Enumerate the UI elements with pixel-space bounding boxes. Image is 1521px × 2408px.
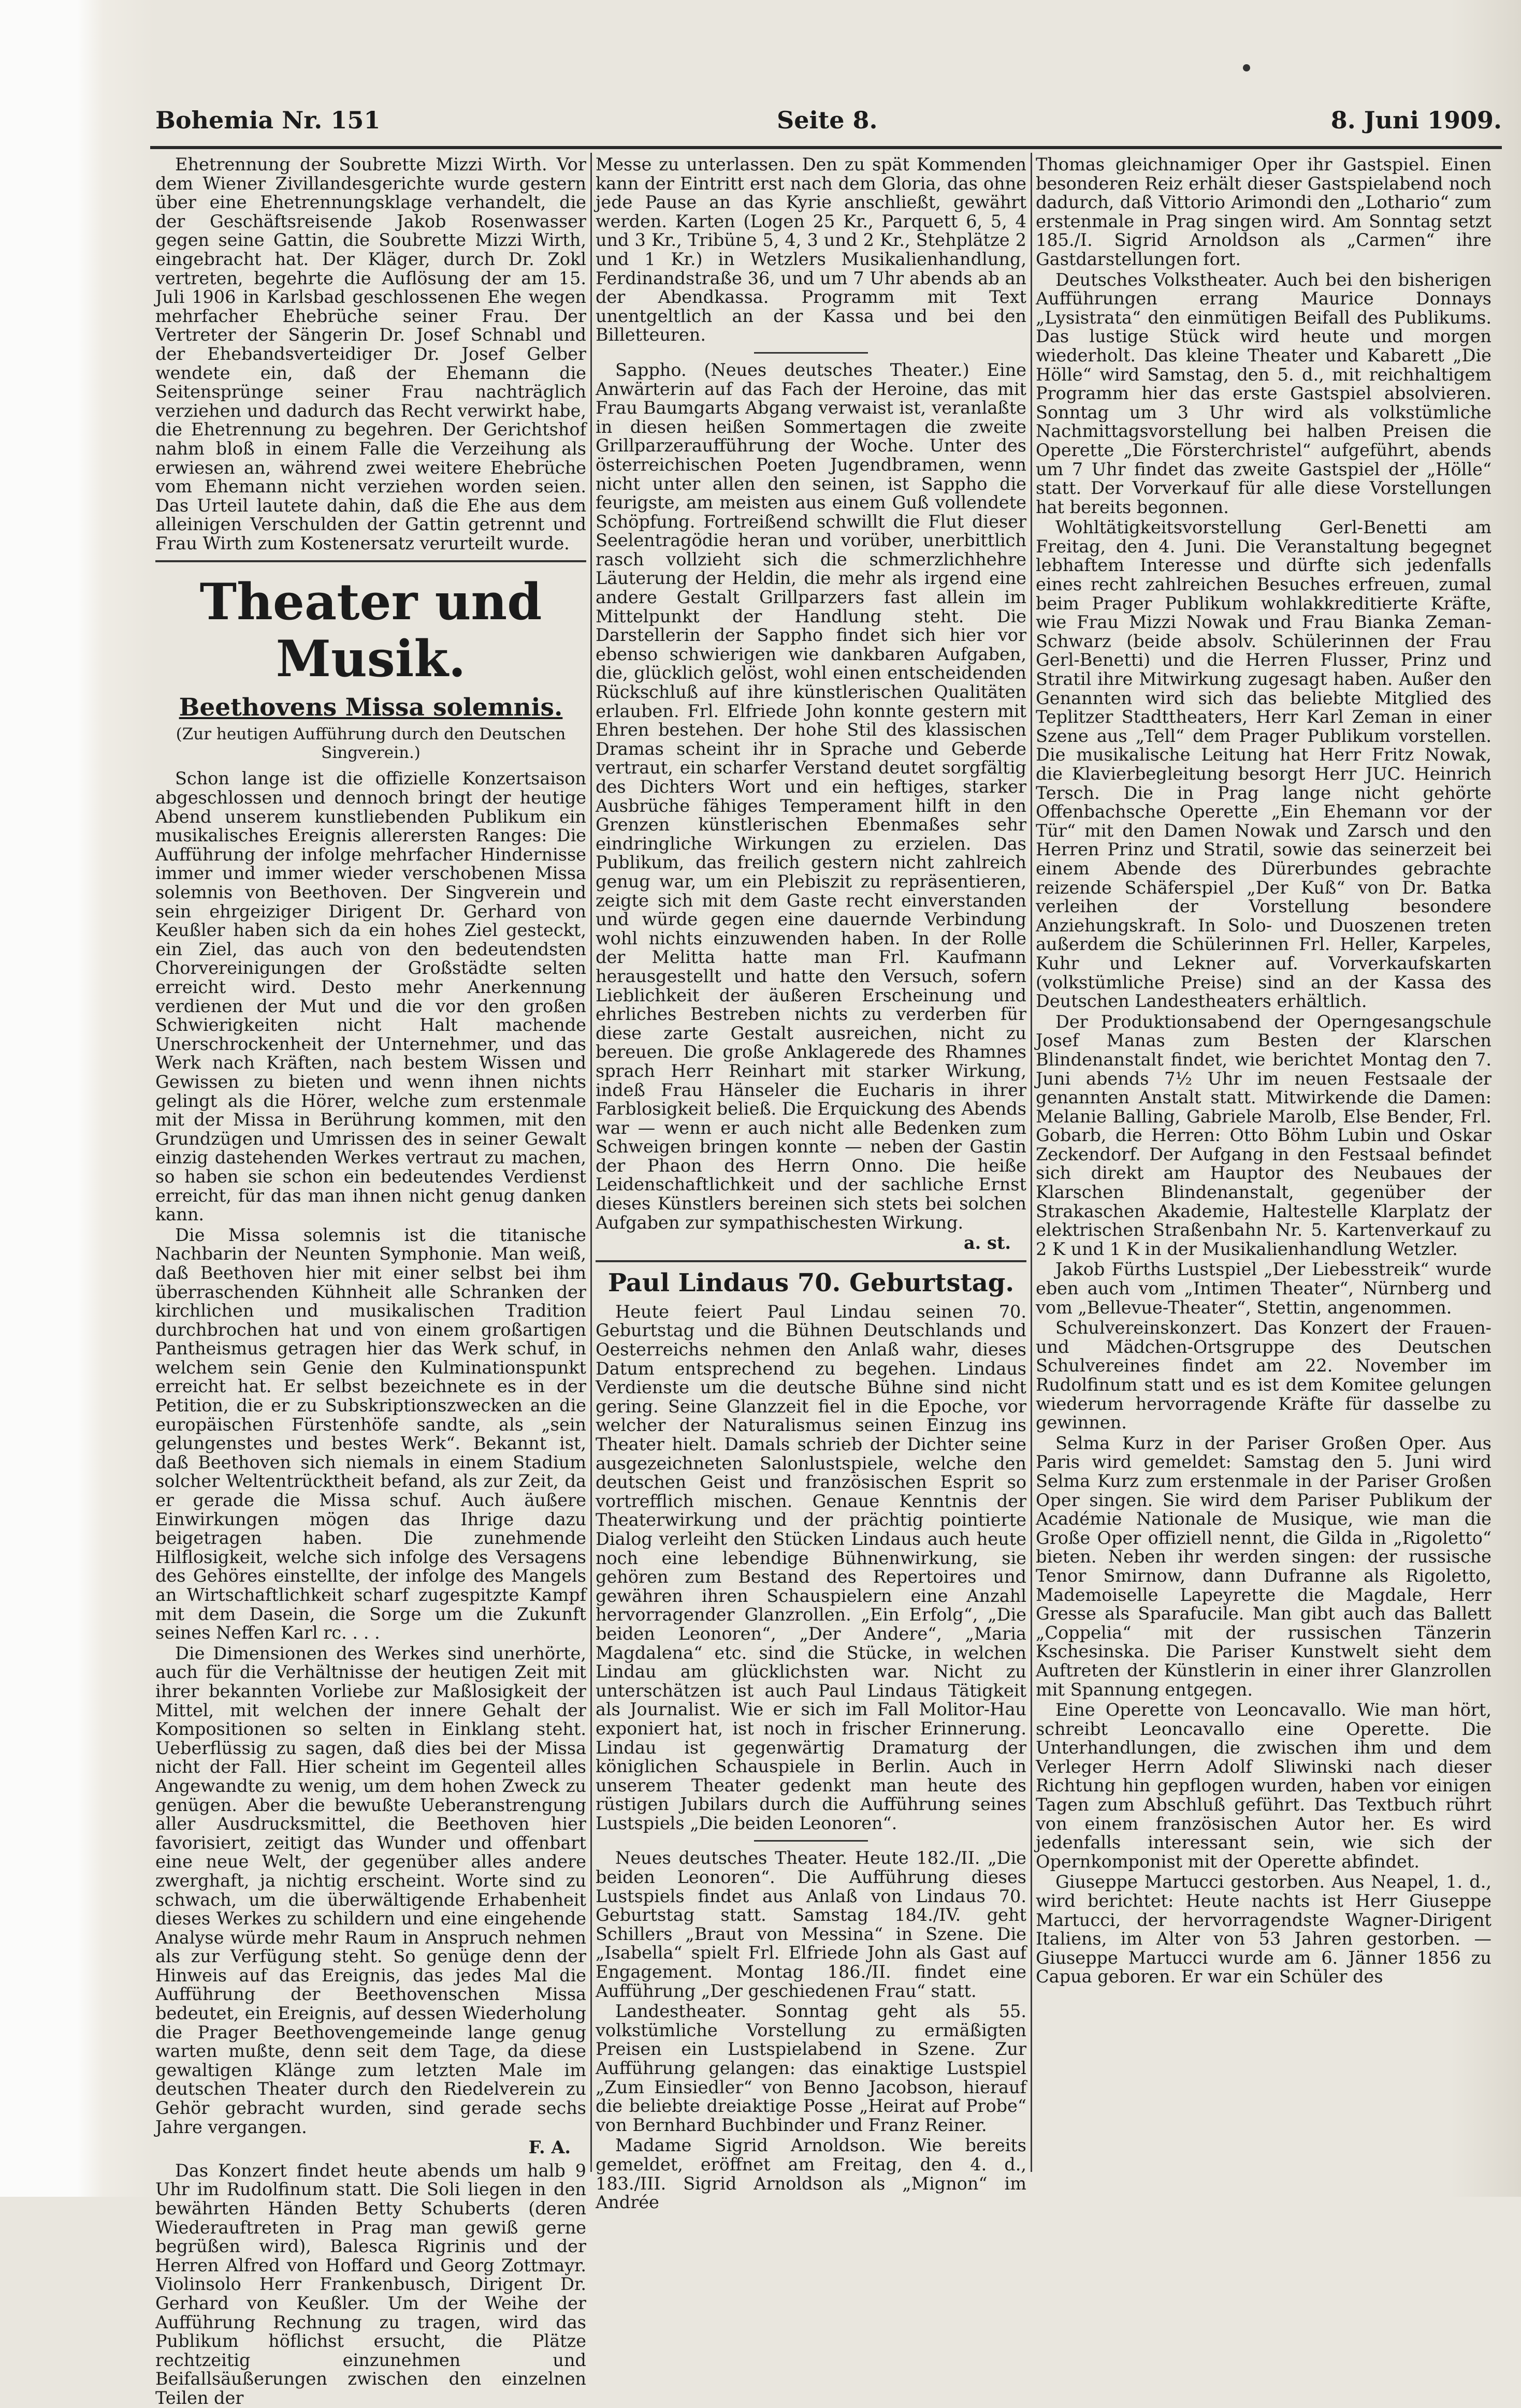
paragraph: Messe zu unterlassen. Den zu spät Kommenden kann der Eintritt erst nach dem Gloria, das ohne jede Pause an das Kyrie anschließt, gewährt werden. Karten (Logen 25 Kr., Parquett 6, 5, 4 und 3 Kr., Tribüne 5, 4, 3 und 2 Kr., Stehplätze 2 und 1 Kr.) in Wetzlers Musikalienhandlung, Ferdinandstraße 36, und um 7 Uhr abends ab an der Abendkassa. Programm mit Text unentgeltlich an der Kassa und bei den Billetteuren. <box>596 154 1026 345</box>
header-page-number: Seite 8. <box>777 106 878 134</box>
notice-neues-deutsches-theater: Neues deutsches Theater. Heute 182./II. „Die beiden Leonoren“. Die Aufführung dieses Lustspiels findet aus Anlaß von Lindaus 70. Geburtstag statt. Samstag 184./IV. geht Schillers „Braut von Messina“ in Szene. Die „Isabella“ spielt Frl. Elfriede John als Gast auf Engagement. Montag 186./II. findet eine Aufführung „Der geschiedenen Frau“ statt. <box>596 1848 1026 2001</box>
notice-landestheater: Landestheater. Sonntag geht als 55. volkstümliche Vorstellung zu ermäßigten Preisen ein Lustspielabend in Szene. Zur Aufführung gelangen: das einaktige Lustspiel „Zum Einsiedler“ von Benno Jacobson, hierauf die beliebte dreiaktige Posse „Heirat auf Probe“ von Bernhard Buchbinder und Franz Reiner. <box>596 2001 1026 2135</box>
header-date: 8. Juni 1909. <box>1330 106 1502 134</box>
paragraph: Die Missa solemnis ist die titanische Nachbarin der Neunten Symphonie. Man weiß, daß Beethoven hier mit einer selbst bei ihm überraschenden Kühnheit alle Schranken der kirchlichen und musikalischen Tradition durchbrochen hat und von einem großartigen Pantheismus getragen hier das Werk schuf, in welchem sein Genie den Kulminationspunkt erreicht hat. Er selbst bezeichnete es in der Petition, die er zu Subskriptionszwecken an die europäischen Fürstenhöfe sandte, als „sein gelungenstes und bestes Werk“. Bekannt ist, daß Beethoven sich niemals in einem Stadium solcher Weltentrücktheit befand, als zur Zeit, da er gerade die Missa schuf. Auch äußere Einwirkungen mögen das Ihrige dazu beigetragen haben. Die zunehmende Hilflosigkeit, welche sich infolge des Versagens des Gehöres einstellte, der infolge des Mangels an Wirtschaftlichkeit scharf zugespitzte Kampf mit dem Dasein, die Sorge um die Zukunft seines Neffen Karl rc. . . . <box>155 1224 586 1643</box>
paragraph: Die Dimensionen des Werkes sind unerhörte, auch für die Verhältnisse der heutigen Zeit mit ihrer bekannten Vorliebe zur Maßlosigkeit der Mittel, mit welchen der innere Gehalt der Kompositionen so selten in Einklang steht. Ueberflüssig zu sagen, daß dies bei der Missa nicht der Fall. Hier scheint im Gegenteil alles Angewandte zu wenig, um dem hohen Zweck zu genügen. Aber die bewußte Ueberanstrengung aller Ausdrucksmittel, die Beethoven hier favorisiert, zeitigt das Wunder und offenbart eine neue Welt, der gegenüber alles andere zwerghaft, ja nichtig erscheint. Worte sind zu schwach, um die überwältigende Erhabenheit dieses Werkes zu schildern und eine eingehende Analyse würde mehr Raum in Anspruch nehmen als zur Verfügung steht. So genüge denn der Hinweis auf das Ereignis, das jedes Mal die Aufführung der Beethovenschen Missa bedeutet, ein Ereignis, auf dessen Wiederholung die Prager Beethovengemeinde lange genug warten mußte, denn seit dem Tage, da diese gewaltigen Klänge zum letzten Male im deutschen Theater durch den Riedelverein zu Gehör gebracht wurden, sind gerade sechs Jahre vergangen. <box>155 1643 586 2137</box>
notice-leoncavallo: Eine Operette von Leoncavallo. Wie man hört, schreibt Leoncavallo eine Operette. Die Unterhandlungen, die zwischen ihm und dem Verleger Herrn Adolf Sliwinski nach dieser Richtung hin gepflogen wurden, haben vor einigen Tagen zum Abschluß geführt. Das Textbuch rührt von einem französischen Autor her. Es wird jedenfalls interessant sein, wie sich der Opernkomponist mit der Operette abfindet. <box>1036 1700 1491 1872</box>
column-rule-2 <box>1031 153 1032 2172</box>
page-header <box>155 106 1502 148</box>
article-title-missa: Beethovens Missa solemnis. <box>179 693 563 722</box>
notice-produktionsabend: Der Produktionsabend der Operngesangschule Josef Manas zum Besten der Klarschen Blindenanstalt findet, wie berichtet Montag den 7. Juni abends 7½ Uhr im neuen Festsaale der genannten Anstalt statt. Mitwirkende die Damen: Melanie Balling, Gabriele Marolb, Else Bender, Frl. Gobarb, die Herren: Otto Böhm Lubin und Oskar Zeckendorf. Der Aufgang in den Festsaal befindet sich direkt am Hauptor des Neubaues der Klarschen Blindenanstalt, gegenüber der Strakaschen Akademie, Haltestelle Klarplatz der elektrischen Straßenbahn Nr. 5. Kartenverkauf zu 2 K und 1 K in der Musikalienhandlung Wetzler. <box>1036 1011 1491 1259</box>
notice-schulverein: Schulvereinskonzert. Das Konzert der Frauen- und Mädchen-Ortsgruppe des Deutschen Schulvereines findet am 22. November im Rudolfinum statt und es ist dem Komitee gelungen wiederum hervorragende Kräfte für dasselbe zu gewinnen. <box>1036 1318 1491 1433</box>
notice-fuerth-lustspiel: Jakob Fürths Lustspiel „Der Liebesstreik“ wurde eben auch vom „Intimen Theater“, Nürnberg und vom „Bellevue-Theater“, Stettin, angenommen. <box>1036 1259 1491 1318</box>
section-rule <box>155 560 586 562</box>
header-paper-issue: Bohemia Nr. 151 <box>155 106 381 134</box>
notice-sigrid-arnoldson: Madame Sigrid Arnoldson. Wie bereits gemeldet, eröffnet am Freitag, den 4. d., 183./III. Sigrid Arnoldson als „Mignon“ im Andrée <box>596 2135 1026 2213</box>
section-title: Theater und Musik. <box>199 573 542 689</box>
column-rule-1 <box>590 153 592 2172</box>
notice-volkstheater: Deutsches Volkstheater. Auch bei den bisherigen Aufführungen errang Maurice Donnays „Lysistrata“ den einmütigen Beifall des Publikums. Das lustige Stück wird heute und morgen wiederholt. Das kleine Theater und Kabarett „Die Hölle“ wird Samstag, den 5. d., mit reichhaltigem Programm hier das erste Gastspiel absolvieren. Sonntag um 3 Uhr wird als volkstümliche Nachmittagsvorstellung bei halben Preisen die Operette „Die Försterchristel“ aufgeführt, abends um 7 Uhr findet das zweite Gastspiel der „Hölle“ statt. Der Vorverkauf für alle diese Vorstellungen hat bereits begonnen. <box>1036 269 1491 517</box>
article-subtitle-note: (Zur heutigen Aufführung durch den Deutschen Singverein.) <box>176 725 566 763</box>
divider <box>754 1840 868 1842</box>
notice-selma-kurz: Selma Kurz in der Pariser Großen Oper. Aus Paris wird gemeldet: Samstag den 5. Juni wird Selma Kurz zum erstenmale in der Pariser Großen Oper singen. Sie wird dem Pariser Publikum der Académie Nationale de Musique, wie man die Große Oper offiziell nennt, die Gilda in „Rigoletto“ bieten. Neben ihr werden singen: der russische Tenor Smirnow, dann Dufranne als Rigoletto, Mademoiselle Lapeyrette die Magdale, Herr Gresse als Sparafucile. Man gibt auch das Ballett „Coppelia“ mit der russischen Tänzerin Kschesinska. Die Pariser Kunstwelt sieht dem Auftreten der Künstlerin in einer ihrer Glanzrollen mit Spannung entgegen. <box>1036 1433 1491 1700</box>
article-title-lindau: Paul Lindaus 70. Geburtstag. <box>607 1268 1015 1297</box>
divider <box>754 352 868 354</box>
paragraph: Heute feiert Paul Lindau seinen 70. Geburtstag und die Bühnen Deutschlands und Oesterreichs nehmen den Anlaß wahr, dieses Datum entsprechend zu begehen. Lindaus Verdienste um die deutsche Bühne sind nicht gering. Seine Glanzzeit fiel in die Epoche, vor welcher der Naturalismus seinen Einzug ins Theater hielt. Damals schrieb der Dichter seine ausgezeichneten Salonlustspiele, welche den deutschen Geist und französischen Esprit so vortrefflich mischen. Genaue Kenntnis der Theaterwirkung und der prächtig pointierte Dialog verleiht den Stücken Lindaus auch heute noch eine lebendige Bühnenwirkung, sie gehören zum Bestand des Repertoires und gewähren ihren Schauspielern eine Anzahl hervorragender Glanzrollen. „Ein Erfolg“, „Die beiden Leonoren“, „Der Andere“, „Maria Magdalena“ etc. sind die Stücke, in welchen Lindau am glücklichsten war. Nicht zu unterschätzen ist auch Paul Lindaus Tätigkeit als Journalist. Wie er sich im Fall Molitor-Hau exponiert hat, ist noch in frischer Erinnerung. Lindau ist gegenwärtig Dramaturg der königlichen Schauspiele in Berlin. Auch in unserem Theater gedenkt man heute des rüstigen Jubilars durch die Aufführung seines Lustspiels „Die beiden Leonoren“. <box>596 1301 1026 1833</box>
column-1 <box>155 154 586 2408</box>
paragraph: Schon lange ist die offizielle Konzertsaison abgeschlossen und dennoch bringt der heutige Abend unserem kunstliebenden Publikum ein musikalisches Ereignis allerersten Ranges: Die Aufführung der infolge mehrfacher Hindernisse immer und immer wieder verschobenen Missa solemnis von Beethoven. Der Singverein und sein ehrgeiziger Dirigent Dr. Gerhard von Keußler haben sich da ein hohes Ziel gesteckt, ein Ziel, das auch von den bedeutendsten Chorvereinigungen der Großstädte selten erreicht wird. Desto mehr Anerkennung verdienen der Mut und die vor den großen Schwierigkeiten nicht Halt machende Unerschrockenheit der Unternehmer, und das Werk nach Kräften, nach bestem Wissen und Gewissen zu bieten und wenn ihnen nichts gelingt als die Hörer, welche zum erstenmale mit der Missa in Berührung kommen, mit den Grundzügen und Umrissen des in seiner Gewalt einzig dastehenden Werkes vertraut zu machen, so haben sie schon ein bedeutendes Verdienst erreicht, für das man ihnen nicht genug danken kann. <box>155 768 586 1225</box>
column-3 <box>1036 155 1491 2164</box>
author-signature: F. A. <box>528 2137 571 2158</box>
section-rule <box>596 1260 1026 1262</box>
author-signature: a. st. <box>963 1233 1011 1253</box>
notice-wohltaetigkeit: Wohltätigkeitsvorstellung Gerl-Benetti am Freitag, den 4. Juni. Die Veranstaltung begegnet lebhaftem Interesse und dürfte sich jedenfalls eines recht zahlreichen Besuches erfreuen, zumal beim Prager Publikum wohlakkreditierte Kräfte, wie Frau Mizzi Nowak und Frau Bianka Zeman-Schwarz (beide absolv. Schülerinnen der Frau Gerl-Benetti) und die Herren Flusser, Prinz und Stratil ihre Mitwirkung zugesagt haben. Außer den Genannten wird sich das beliebte Mitglied des Teplitzer Stadttheaters, Herr Karl Zeman in einer Szene aus „Tell“ dem Prager Publikum vorstellen. Die musikalische Leitung hat Herr Fritz Nowak, die Klavierbegleitung besorgt Herr JUC. Heinrich Tersch. Die in Prag lange nicht gehörte Offenbachsche Operette „Ein Ehemann vor der Tür“ mit den Damen Nowak und Zarsch und den Herren Prinz und Stratil, sowie das seinerzeit bei einem Abende des Dürerbundes gebrachte reizende Schäferspiel „Der Kuß“ von Dr. Batka verleihen der Vorstellung besondere Anziehungskraft. In Solo- und Duoszenen treten außerdem die Schülerinnen Frl. Heller, Karpeles, Kuhr und Lekner auf. Vorverkaufskarten (volkstümliche Preise) sind an der Kassa des Deutschen Landestheaters erhältlich. <box>1036 517 1491 1012</box>
notice-martucci: Giuseppe Martucci gestorben. Aus Neapel, 1. d., wird berichtet: Heute nachts ist Herr Giuseppe Martucci, der hervorragendste Wagner-Dirigent Italiens, im Alter von 53 Jahren gestorben. — Giuseppe Martucci wurde am 6. Jänner 1856 zu Capua geboren. Er war ein Schüler des <box>1036 1872 1491 1987</box>
column-2 <box>596 154 1026 2213</box>
header-rule <box>150 146 1502 149</box>
article-sappho: Sappho. (Neues deutsches Theater.) Eine Anwärterin auf das Fach der Heroine, das mit Frau Baumgarts Abgang verwaist ist, veranlaßte in diesen heißen Sommertagen die zweite Grillparzeraufführung der Woche. Unter des österreichischen Poeten Jugendbramen, wenn nicht unter allen den seinen, ist Sappho die feurigste, am meisten aus einem Guß vollendete Schöpfung. Fortreißend schwillt die Flut dieser Seelentragödie heran und vorüber, unerbittlich rasch vollzieht sich die schmerzlichhehre Läuterung der Heldin, die mehr als irgend eine andere Gestalt Grillparzers fast allein im Mittelpunkt der Handlung steht. Die Darstellerin der Sappho findet sich hier vor ebenso schwierigen wie dankbaren Aufgaben, die, glücklich gelöst, wohl einen entscheidenden Rückschluß auf ihre künstlerischen Qualitäten erlauben. Frl. Elfriede John konnte gestern mit Ehren bestehen. Der hohe Stil des klassischen Dramas scheint ihr in Sprache und Geberde vertraut, ein scharfer Verstand deutet sorgfältig des Dichters Wort und ein heftiges, starker Ausbrüche fähiges Temperament hilft in den Grenzen künstlerischen Ebenmaßes sehr eindringliche Wirkungen zu erzielen. Das Publikum, das freilich gestern nicht zahlreich genug war, um ein Plebiszit zu repräsentieren, zeigte sich mit dem Gaste recht einverstanden und würde gegen eine dauernde Verbindung wohl nichts einzuwenden haben. In der Rolle der Melitta hatte man Frl. Kaufmann herausgestellt und hatte den Versuch, sofern Lieblichkeit der äußeren Erscheinung und ehrliches Bestreben nichts zu verderben für diese zarte Gestalt ausreichen, nicht zu bereuen. Die große Anklagerede des Rhamnes sprach Herr Reinhart mit starker Wirkung, indeß Frau Hänseler die Eucharis in ihrer Farblosigkeit beließ. Die Erquickung des Abends war — wenn er auch nicht alle Bedenken zum Schweigen bringen konnte — neben der Gastin der Phaon des Herrn Onno. Die heiße Leidenschaftlichkeit und der sachliche Ernst dieses Künstlers bereinen sich stets bei solchen Aufgaben zur sympathischesten Wirkung. <box>596 359 1026 1233</box>
paragraph: Das Konzert findet heute abends um halb 9 Uhr im Rudolfinum statt. Die Soli liegen in den bewährten Händen Betty Schuberts (deren Wiederauftreten in Prag man gewiß gerne begrüßen wird), Balesca Rigrinis und der Herren Alfred von Hoffard und Georg Zottmayr. Violinsolo Herr Frankenbusch, Dirigent Dr. Gerhard von Keußler. Um der Weihe der Aufführung Rechnung zu tragen, wird das Publikum höflichst ersucht, die Plätze rechtzeitig einzunehmen und Beifallsäußerungen zwischen den einzelnen Teilen der <box>155 2160 586 2408</box>
paragraph: Thomas gleichnamiger Oper ihr Gastspiel. Einen besonderen Reiz erhält dieser Gastspielabend noch dadurch, daß Vittorio Arimondi den „Lothario“ zum erstenmale in Prag singen wird. Am Sonntag setzt 185./I. Sigrid Arnoldson als „Carmen“ ihre Gastdarstellungen fort. <box>1036 154 1491 269</box>
ink-spot <box>1243 64 1250 71</box>
article-ehetrennung: Ehetrennung der Soubrette Mizzi Wirth. Vor dem Wiener Zivillandesgerichte wurde gestern über eine Ehetrennungsklage verhandelt, die der Geschäftsreisende Jakob Rosenwasser gegen seine Gattin, die Soubrette Mizzi Wirth, eingebracht hat. Der Kläger, durch Dr. Zokl vertreten, begehrte die Auflösung der am 15. Juli 1906 in Karlsbad geschlossenen Ehe wegen mehrfacher Ehebrüche seiner Frau. Der Vertreter der Sängerin Dr. Josef Schnabl und der Ehebandsverteidiger Dr. Josef Gelber wendete ein, daß der Ehemann die Seitensprünge seiner Frau nachträglich verziehen und dadurch das Recht verwirkt habe, die Ehetrennung zu begehren. Der Gerichtshof nahm bloß in einem Falle die Verzeihung als erwiesen an, während zwei weitere Ehebrüche vom Ehemann nicht verziehen worden seien. Das Urteil lautete dahin, daß die Ehe aus dem alleinigen Verschulden der Gattin getrennt und Frau Wirth zum Kostenersatz verurteilt wurde. <box>155 154 586 553</box>
